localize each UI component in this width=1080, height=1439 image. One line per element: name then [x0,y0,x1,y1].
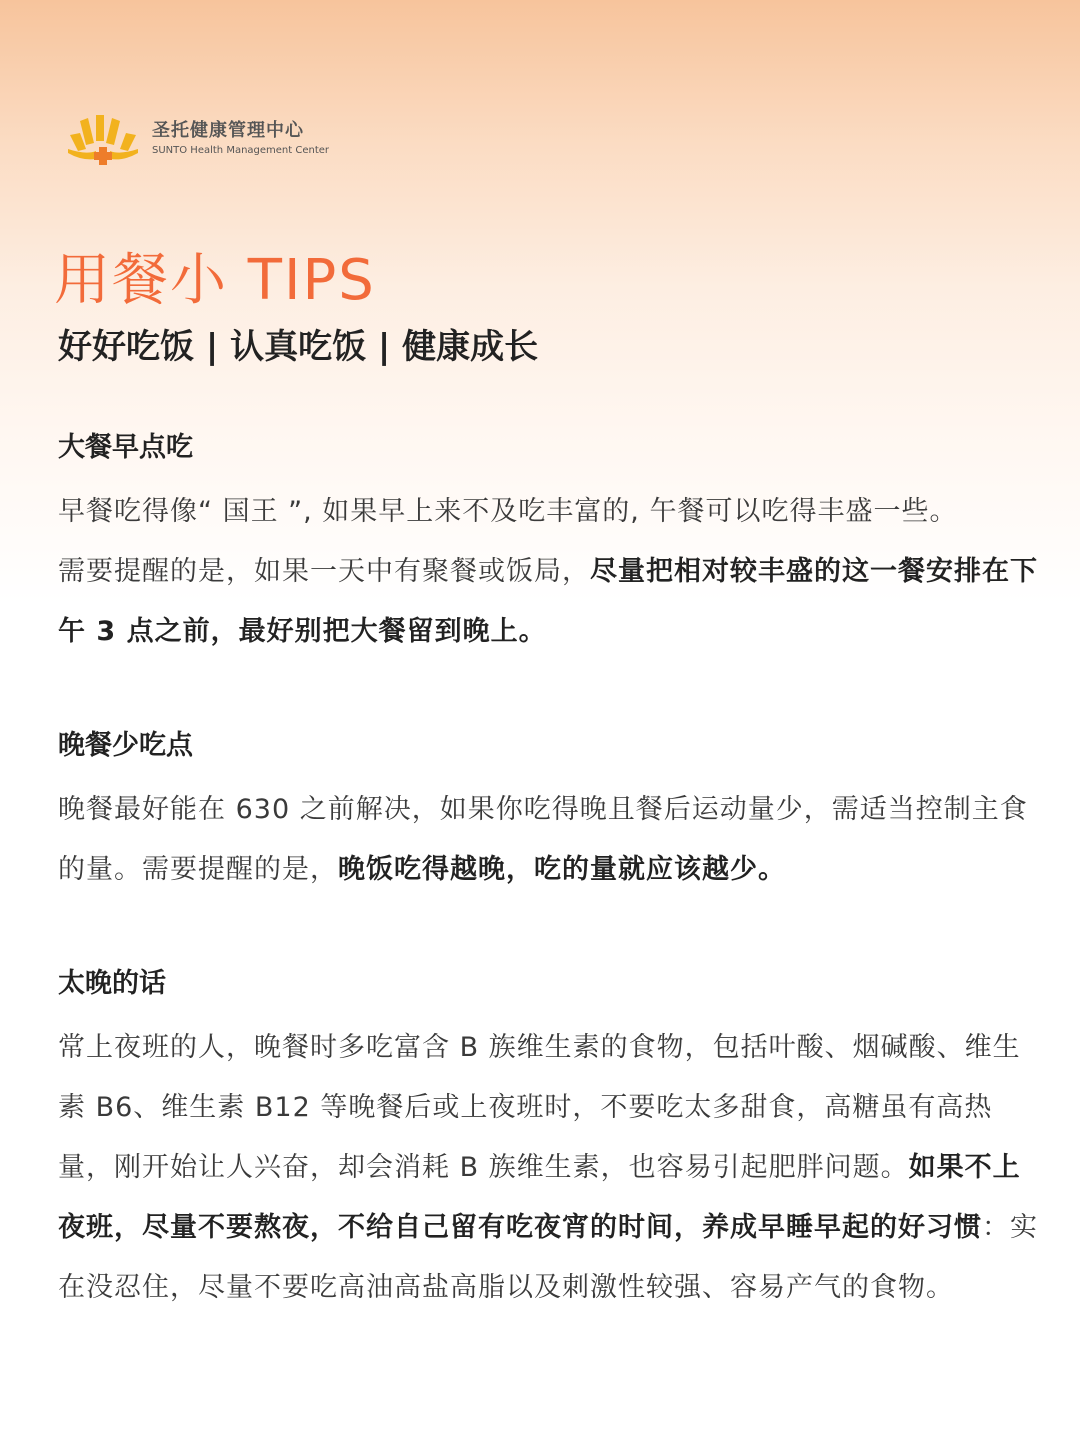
tip-section-dinner [58,722,1038,900]
section-heading: 太晚的话 [58,968,166,999]
paragraph-text: ：实在没忍住，尽量不要吃高油高盐高脂以及刺激性较强、容易产气的食物。 [58,1212,1038,1303]
brand-logo [66,113,329,165]
section-paragraph [58,482,1038,662]
paragraph-text: 早餐吃得像“ 国王 ”, 如果早上来不及吃丰富的, 午餐可以吃得丰盛一些。 [58,496,958,527]
sunburst-cross-logo-icon [66,113,140,165]
tip-section-late [58,960,1038,1318]
brand-name-en: SUNTO Health Management Center [152,145,330,156]
paragraph-emphasis: 尽量把相对较丰盛的这一餐安排在下午 3 点之前，最好别把大餐留到晚上。 [58,556,1038,647]
section-heading: 大餐早点吃 [58,432,193,463]
tip-section-lunch [58,424,1038,662]
section-paragraph [58,1018,1038,1318]
paragraph-emphasis: 晚饭吃得越晚，吃的量就应该越少。 [338,854,786,885]
paragraph-emphasis: 如果不上夜班，尽量不要熬夜，不给自己留有吃夜宵的时间，养成早睡早起的好习惯 [58,1152,1021,1243]
section-paragraph [58,780,1038,900]
paragraph-text: 晚餐最好能在 630 之前解决，如果你吃得晚且餐后运动量少，需适当控制主食的量。需要提醒的是， [58,794,1028,885]
page-title: 用餐小 TIPS [54,248,376,313]
paragraph-text: 常上夜班的人，晚餐时多吃富含 B 族维生素的食物，包括叶酸、烟碱酸、维生素 B6、维生素 B12 等晚餐后或上夜班时，不要吃太多甜食，高糖虽有高热量，刚开始让人兴奋，却会消耗 B 族维生素，也容易引起肥胖问题。 [58,1032,1021,1183]
page-subtitle: 好好吃饭 | 认真吃饭 | 健康成长 [58,327,539,367]
brand-name-cn: 圣托健康管理中心 [152,120,304,141]
tips-list [58,424,1038,1378]
paragraph-text: 需要提醒的是，如果一天中有聚餐或饭局， [58,556,590,587]
section-heading: 晚餐少吃点 [58,730,193,761]
